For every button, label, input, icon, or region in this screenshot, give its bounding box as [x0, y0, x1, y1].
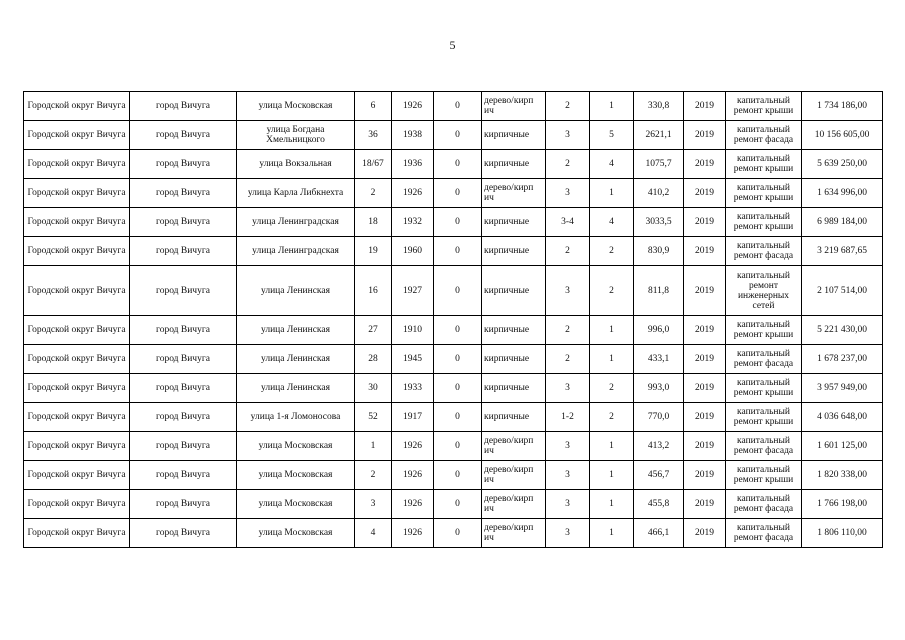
cell-plan-year: 2019 [684, 316, 726, 345]
cell-house-number: 18 [355, 208, 392, 237]
cell-area: 455,8 [634, 490, 684, 519]
cell-repair-type: капитальный ремонт крыши [726, 316, 802, 345]
cell-year-repair: 0 [434, 316, 482, 345]
cell-settlement: город Вичуга [130, 345, 237, 374]
cell-wall-material: кирпичные [482, 150, 546, 179]
cell-year-built: 1926 [392, 519, 434, 548]
cell-year-built: 1936 [392, 150, 434, 179]
table-row [24, 237, 883, 266]
cell-area: 456,7 [634, 461, 684, 490]
cell-entrances: 1 [590, 179, 634, 208]
cell-cost: 6 989 184,00 [802, 208, 883, 237]
cell-cost: 5 639 250,00 [802, 150, 883, 179]
cell-municipality: Городской округ Вичуга [24, 345, 130, 374]
cell-settlement: город Вичуга [130, 490, 237, 519]
cell-house-number: 16 [355, 266, 392, 316]
cell-wall-material: кирпичные [482, 121, 546, 150]
cell-settlement: город Вичуга [130, 461, 237, 490]
cell-year-repair: 0 [434, 519, 482, 548]
cell-repair-type: капитальный ремонт крыши [726, 403, 802, 432]
cell-area: 811,8 [634, 266, 684, 316]
cell-municipality: Городской округ Вичуга [24, 179, 130, 208]
table-row [24, 403, 883, 432]
cell-area: 830,9 [634, 237, 684, 266]
cell-municipality: Городской округ Вичуга [24, 490, 130, 519]
cell-entrances: 1 [590, 490, 634, 519]
cell-year-built: 1926 [392, 179, 434, 208]
cell-year-repair: 0 [434, 179, 482, 208]
cell-entrances: 1 [590, 316, 634, 345]
cell-plan-year: 2019 [684, 345, 726, 374]
cell-settlement: город Вичуга [130, 179, 237, 208]
table-row [24, 432, 883, 461]
cell-settlement: город Вичуга [130, 519, 237, 548]
cell-street: улица 1-я Ломоносова [237, 403, 355, 432]
cell-wall-material: дерево/кирп ич [482, 461, 546, 490]
cell-settlement: город Вичуга [130, 237, 237, 266]
cell-wall-material: дерево/кирп ич [482, 519, 546, 548]
cell-year-repair: 0 [434, 208, 482, 237]
cell-year-built: 1927 [392, 266, 434, 316]
cell-plan-year: 2019 [684, 266, 726, 316]
cell-entrances: 2 [590, 266, 634, 316]
cell-area: 993,0 [634, 374, 684, 403]
table-row [24, 461, 883, 490]
cell-floors: 3 [546, 374, 590, 403]
cell-cost: 1 634 996,00 [802, 179, 883, 208]
cell-street: улица Ленинская [237, 266, 355, 316]
cell-street: улица Московская [237, 519, 355, 548]
cell-year-built: 1926 [392, 490, 434, 519]
cell-floors: 2 [546, 316, 590, 345]
cell-floors: 2 [546, 237, 590, 266]
cell-entrances: 4 [590, 150, 634, 179]
cell-floors: 3 [546, 461, 590, 490]
table-row [24, 316, 883, 345]
cell-entrances: 2 [590, 237, 634, 266]
cell-floors: 3 [546, 179, 590, 208]
cell-street: улица Московская [237, 490, 355, 519]
cell-year-repair: 0 [434, 121, 482, 150]
cell-municipality: Городской округ Вичуга [24, 374, 130, 403]
table-row [24, 121, 883, 150]
cell-year-built: 1938 [392, 121, 434, 150]
cell-year-built: 1910 [392, 316, 434, 345]
cell-wall-material: кирпичные [482, 345, 546, 374]
cell-plan-year: 2019 [684, 121, 726, 150]
cell-municipality: Городской округ Вичуга [24, 461, 130, 490]
cell-repair-type: капитальный ремонт фасада [726, 519, 802, 548]
cell-entrances: 2 [590, 403, 634, 432]
cell-wall-material: дерево/кирп ич [482, 432, 546, 461]
cell-cost: 3 957 949,00 [802, 374, 883, 403]
cell-street: улица Ленинская [237, 316, 355, 345]
cell-repair-type: капитальный ремонт крыши [726, 461, 802, 490]
table-body [24, 92, 883, 548]
cell-street: улица Московская [237, 432, 355, 461]
cell-plan-year: 2019 [684, 403, 726, 432]
cell-entrances: 2 [590, 374, 634, 403]
cell-repair-type: капитальный ремонт фасада [726, 432, 802, 461]
cell-entrances: 1 [590, 519, 634, 548]
cell-house-number: 18/67 [355, 150, 392, 179]
cell-municipality: Городской округ Вичуга [24, 403, 130, 432]
cell-wall-material: кирпичные [482, 403, 546, 432]
cell-repair-type: капитальный ремонт крыши [726, 92, 802, 121]
cell-repair-type: капитальный ремонт фасада [726, 345, 802, 374]
cell-municipality: Городской округ Вичуга [24, 92, 130, 121]
cell-house-number: 4 [355, 519, 392, 548]
cell-area: 413,2 [634, 432, 684, 461]
cell-entrances: 1 [590, 92, 634, 121]
cell-street: улица Ленинградская [237, 237, 355, 266]
cell-wall-material: кирпичные [482, 374, 546, 403]
table-row [24, 92, 883, 121]
cell-entrances: 1 [590, 432, 634, 461]
table-row [24, 150, 883, 179]
cell-house-number: 2 [355, 461, 392, 490]
cell-house-number: 28 [355, 345, 392, 374]
cell-cost: 3 219 687,65 [802, 237, 883, 266]
cell-cost: 1 820 338,00 [802, 461, 883, 490]
cell-floors: 3 [546, 121, 590, 150]
cell-year-built: 1926 [392, 92, 434, 121]
cell-year-repair: 0 [434, 432, 482, 461]
cell-settlement: город Вичуга [130, 403, 237, 432]
cell-cost: 1 601 125,00 [802, 432, 883, 461]
cell-house-number: 19 [355, 237, 392, 266]
cell-cost: 1 678 237,00 [802, 345, 883, 374]
cell-house-number: 3 [355, 490, 392, 519]
cell-year-repair: 0 [434, 92, 482, 121]
cell-settlement: город Вичуга [130, 92, 237, 121]
cell-area: 433,1 [634, 345, 684, 374]
cell-wall-material: кирпичные [482, 208, 546, 237]
cell-year-repair: 0 [434, 374, 482, 403]
cell-year-repair: 0 [434, 461, 482, 490]
cell-municipality: Городской округ Вичуга [24, 316, 130, 345]
cell-area: 996,0 [634, 316, 684, 345]
cell-year-built: 1945 [392, 345, 434, 374]
cell-area: 330,8 [634, 92, 684, 121]
cell-plan-year: 2019 [684, 92, 726, 121]
cell-wall-material: кирпичные [482, 316, 546, 345]
housing-repair-table [23, 91, 883, 548]
cell-plan-year: 2019 [684, 461, 726, 490]
cell-repair-type: капитальный ремонт крыши [726, 208, 802, 237]
cell-year-repair: 0 [434, 266, 482, 316]
cell-year-built: 1926 [392, 432, 434, 461]
cell-settlement: город Вичуга [130, 432, 237, 461]
cell-wall-material: дерево/кирп ич [482, 179, 546, 208]
cell-municipality: Городской округ Вичуга [24, 432, 130, 461]
cell-floors: 1-2 [546, 403, 590, 432]
cell-municipality: Городской округ Вичуга [24, 208, 130, 237]
cell-year-built: 1926 [392, 461, 434, 490]
cell-street: улица Богдана Хмельницкого [237, 121, 355, 150]
cell-area: 466,1 [634, 519, 684, 548]
cell-area: 1075,7 [634, 150, 684, 179]
cell-repair-type: капитальный ремонт фасада [726, 237, 802, 266]
page-number: 5 [449, 38, 456, 52]
cell-area: 2621,1 [634, 121, 684, 150]
cell-area: 3033,5 [634, 208, 684, 237]
cell-street: улица Московская [237, 92, 355, 121]
cell-street: улица Ленинская [237, 374, 355, 403]
cell-floors: 2 [546, 92, 590, 121]
cell-cost: 5 221 430,00 [802, 316, 883, 345]
cell-municipality: Городской округ Вичуга [24, 150, 130, 179]
cell-settlement: город Вичуга [130, 121, 237, 150]
cell-floors: 2 [546, 150, 590, 179]
table-row [24, 179, 883, 208]
cell-street: улица Ленинградская [237, 208, 355, 237]
cell-year-built: 1932 [392, 208, 434, 237]
cell-municipality: Городской округ Вичуга [24, 519, 130, 548]
cell-cost: 4 036 648,00 [802, 403, 883, 432]
cell-area: 770,0 [634, 403, 684, 432]
cell-year-repair: 0 [434, 403, 482, 432]
cell-entrances: 5 [590, 121, 634, 150]
cell-entrances: 4 [590, 208, 634, 237]
cell-house-number: 36 [355, 121, 392, 150]
cell-wall-material: кирпичные [482, 266, 546, 316]
cell-cost: 10 156 605,00 [802, 121, 883, 150]
cell-settlement: город Вичуга [130, 374, 237, 403]
cell-year-built: 1917 [392, 403, 434, 432]
table-row [24, 490, 883, 519]
cell-wall-material: дерево/кирп ич [482, 92, 546, 121]
cell-cost: 1 734 186,00 [802, 92, 883, 121]
cell-municipality: Городской округ Вичуга [24, 237, 130, 266]
cell-cost: 2 107 514,00 [802, 266, 883, 316]
cell-settlement: город Вичуга [130, 208, 237, 237]
cell-house-number: 27 [355, 316, 392, 345]
cell-municipality: Городской округ Вичуга [24, 266, 130, 316]
cell-area: 410,2 [634, 179, 684, 208]
cell-wall-material: дерево/кирп ич [482, 490, 546, 519]
table-row [24, 519, 883, 548]
cell-plan-year: 2019 [684, 237, 726, 266]
cell-house-number: 2 [355, 179, 392, 208]
cell-plan-year: 2019 [684, 490, 726, 519]
cell-house-number: 52 [355, 403, 392, 432]
table-row [24, 266, 883, 316]
cell-year-repair: 0 [434, 490, 482, 519]
cell-plan-year: 2019 [684, 179, 726, 208]
cell-year-repair: 0 [434, 345, 482, 374]
cell-year-built: 1960 [392, 237, 434, 266]
cell-floors: 2 [546, 345, 590, 374]
cell-repair-type: капитальный ремонт инженерных сетей [726, 266, 802, 316]
cell-floors: 3 [546, 519, 590, 548]
cell-house-number: 1 [355, 432, 392, 461]
cell-street: улица Вокзальная [237, 150, 355, 179]
cell-plan-year: 2019 [684, 150, 726, 179]
cell-settlement: город Вичуга [130, 266, 237, 316]
cell-floors: 3 [546, 490, 590, 519]
cell-year-built: 1933 [392, 374, 434, 403]
cell-repair-type: капитальный ремонт крыши [726, 374, 802, 403]
cell-street: улица Ленинская [237, 345, 355, 374]
cell-house-number: 30 [355, 374, 392, 403]
cell-plan-year: 2019 [684, 432, 726, 461]
cell-settlement: город Вичуга [130, 316, 237, 345]
cell-year-repair: 0 [434, 150, 482, 179]
cell-settlement: город Вичуга [130, 150, 237, 179]
cell-entrances: 1 [590, 345, 634, 374]
table-row [24, 345, 883, 374]
cell-repair-type: капитальный ремонт фасада [726, 121, 802, 150]
cell-entrances: 1 [590, 461, 634, 490]
cell-plan-year: 2019 [684, 374, 726, 403]
cell-plan-year: 2019 [684, 208, 726, 237]
cell-repair-type: капитальный ремонт крыши [726, 150, 802, 179]
cell-municipality: Городской округ Вичуга [24, 121, 130, 150]
cell-floors: 3 [546, 266, 590, 316]
cell-floors: 3-4 [546, 208, 590, 237]
cell-year-repair: 0 [434, 237, 482, 266]
cell-house-number: 6 [355, 92, 392, 121]
table-row [24, 208, 883, 237]
cell-plan-year: 2019 [684, 519, 726, 548]
cell-floors: 3 [546, 432, 590, 461]
cell-cost: 1 806 110,00 [802, 519, 883, 548]
cell-street: улица Карла Либкнехта [237, 179, 355, 208]
cell-repair-type: капитальный ремонт фасада [726, 490, 802, 519]
cell-street: улица Московская [237, 461, 355, 490]
table-row [24, 374, 883, 403]
cell-repair-type: капитальный ремонт крыши [726, 179, 802, 208]
cell-wall-material: кирпичные [482, 237, 546, 266]
cell-cost: 1 766 198,00 [802, 490, 883, 519]
